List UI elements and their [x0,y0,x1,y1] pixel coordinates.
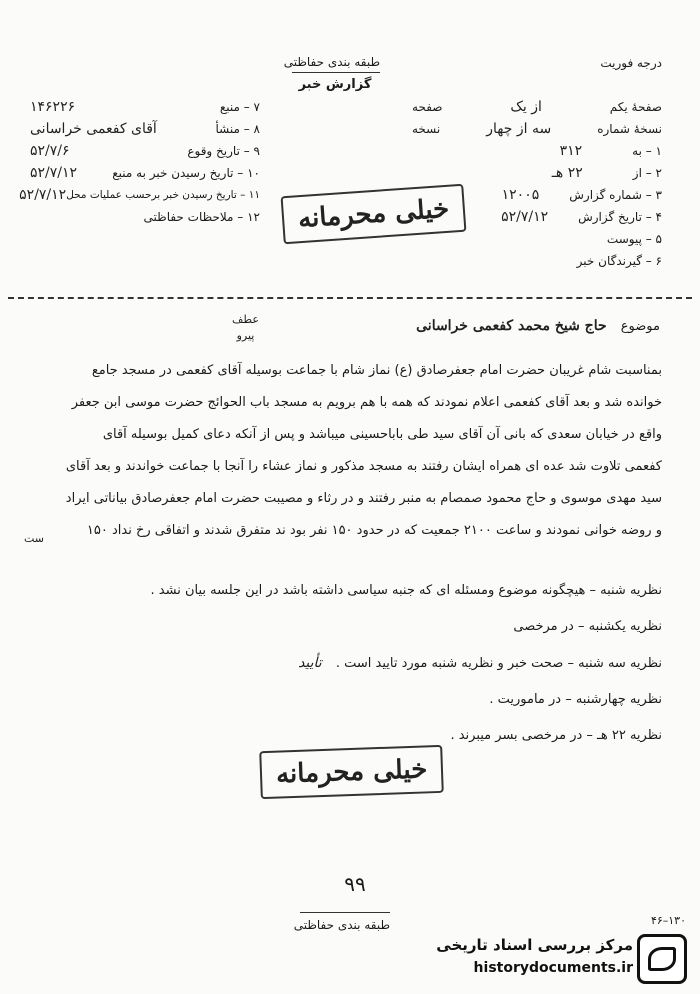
classification-bottom: طبقه بندی حفاظتی [293,918,390,932]
confidential-stamp: خیلی محرمانه [281,184,467,245]
field-label: ۲ – از [632,166,662,180]
field-label: نسخهٔ شماره [597,122,662,136]
field-label: ۱۲ – ملاحظات حفاظتی [143,210,260,224]
priority-label: درجه فوریت [600,56,662,70]
left-fields [19,96,260,228]
field-value: از یک [510,99,542,115]
field-value: ۱۴۶۲۲۶ [30,99,76,115]
field-value: ۲۲ هـ [551,165,583,181]
field-origin [30,118,260,140]
body-line: بمناسبت شام غریبان حضرت امام جعفرصادق (ع) نماز شام با جماعت بوسیله آقای کفعمی در مسجد جامع [91,363,662,378]
body-line: خوانده شد و بعد آقای کفعمی اعلام نمودند که همه با هم برویم به مسجد باب الحوائج حضرت موسی ابن جعفر [71,395,662,410]
opinion-saturday: نظریه شنبه – هیچگونه موضوع ومسئله ای که جنبه سیاسی داشته باشد در این جلسه بیان نشد . [150,583,662,598]
report-body [42,362,662,540]
field-value: سه از چهار [486,121,552,137]
field-label: ۹ – تاریخ وقوع [187,144,260,158]
body-line: سید مهدی موسوی و حاج محمود صمصام به منبر رفتند و در رثاء و مصیبت حضرت امام جعفرصادق بیاناتی ایراد [65,491,662,506]
handwritten-initials: تأیید [298,655,322,671]
field-from [412,162,662,184]
classification-top: طبقه بندی حفاظتی [283,55,380,69]
header-underline [292,72,380,73]
field-recipients [412,250,662,272]
footer-rule [300,912,390,913]
subject-row [416,318,660,334]
watermark-url: historydocuments.ir [473,960,633,976]
field-value: آقای کفعمی خراسانی [30,121,157,137]
field-label: ۶ – گیرندگان خبر [576,254,662,268]
form-code: ۱۳۰–۴۶ [650,914,686,927]
field-value: ۵۲/۷/۶ [30,143,70,159]
body-line: واقع در خیابان سعدی که بانی آن آقای سید طی باباحسینی میباشد و پس از آنکه دعای کمیل بوسیله آقای [102,427,662,442]
page-number: ۹۹ [344,872,366,896]
watermark-title: مرکز بررسی اسناد تاریخی [436,936,633,954]
atf-label: عطف [232,313,259,326]
body-line: و روضه خوانی نمودند و ساعت ۲۱۰۰ جمعیت که در حدود ۱۵۰ نفر بود ند متفرق شدند و اتفاقی رخ نداد ۱۵۰ [86,523,662,538]
margin-note: ست [24,532,45,545]
field-security-notes [30,206,260,228]
field-label: ۱ – به [632,144,662,158]
field-copy-number [412,118,662,140]
subject-label: موضوع [620,319,660,334]
field-label: ۵ – پیوست [606,232,662,246]
body-line: کفعمی تلاوت شد عده ای همراه ایشان رفتند به مسجد مذکور و نماز عشاء را آنجا با جماعت خواندند و بعد آقای [65,459,662,474]
opinion-wednesday: نظریه چهارشنبه – در ماموریت . [489,692,662,707]
field-to [412,140,662,162]
field-label: ۳ – شماره گزارش [569,188,662,202]
opinions-list [42,582,662,745]
field-value: ۵۲/۷/۱۲ [19,187,67,203]
field-label: ۱۰ – تاریخ رسیدن خبر به منبع [112,166,260,180]
field-value: ۳۱۲ [559,143,583,159]
field-label: ۷ – منبع [219,100,260,114]
field-label: ۸ – منشأ [215,122,260,136]
field-label: ۱۱ – تاریخ رسیدن خبر برحسب عملیات محل [66,189,260,201]
opinion-tuesday [42,654,662,673]
peyro-label: پیرو [236,329,255,342]
field-value: ۵۲/۷/۱۲ [30,165,78,181]
field-source [30,96,260,118]
opinion-22h: نظریه ۲۲ هـ – در مرخصی بسر میبرند . [450,728,662,743]
field-ops-date [19,184,260,206]
field-event-date [30,140,260,162]
opinion-text: نظریه سه شنبه – صحت خبر و نظریه شنبه مورد تایید است . [335,656,662,671]
reference-labels [232,312,259,344]
field-received-date [30,162,260,184]
report-title: گزارش خبر [298,77,372,92]
field-suffix: نسخه [412,122,441,136]
subject-value: حاج شیخ محمد کفعمی خراسانی [416,318,607,334]
watermark-logo [400,930,695,986]
section-divider [8,297,692,299]
field-value: ۵۲/۷/۱۲ [501,209,549,225]
field-label: ۴ – تاریخ گزارش [578,210,662,224]
field-value: ۱۲۰۰۵ [501,187,540,203]
confidential-stamp-bottom: خیلی محرمانه [259,745,444,799]
field-page [412,96,662,118]
field-label: صفحهٔ یکم [609,100,662,114]
opinion-sunday: نظریه یکشنبه – در مرخصی [513,619,662,634]
archive-logo-icon [637,934,687,984]
field-suffix: صفحه [412,100,443,114]
